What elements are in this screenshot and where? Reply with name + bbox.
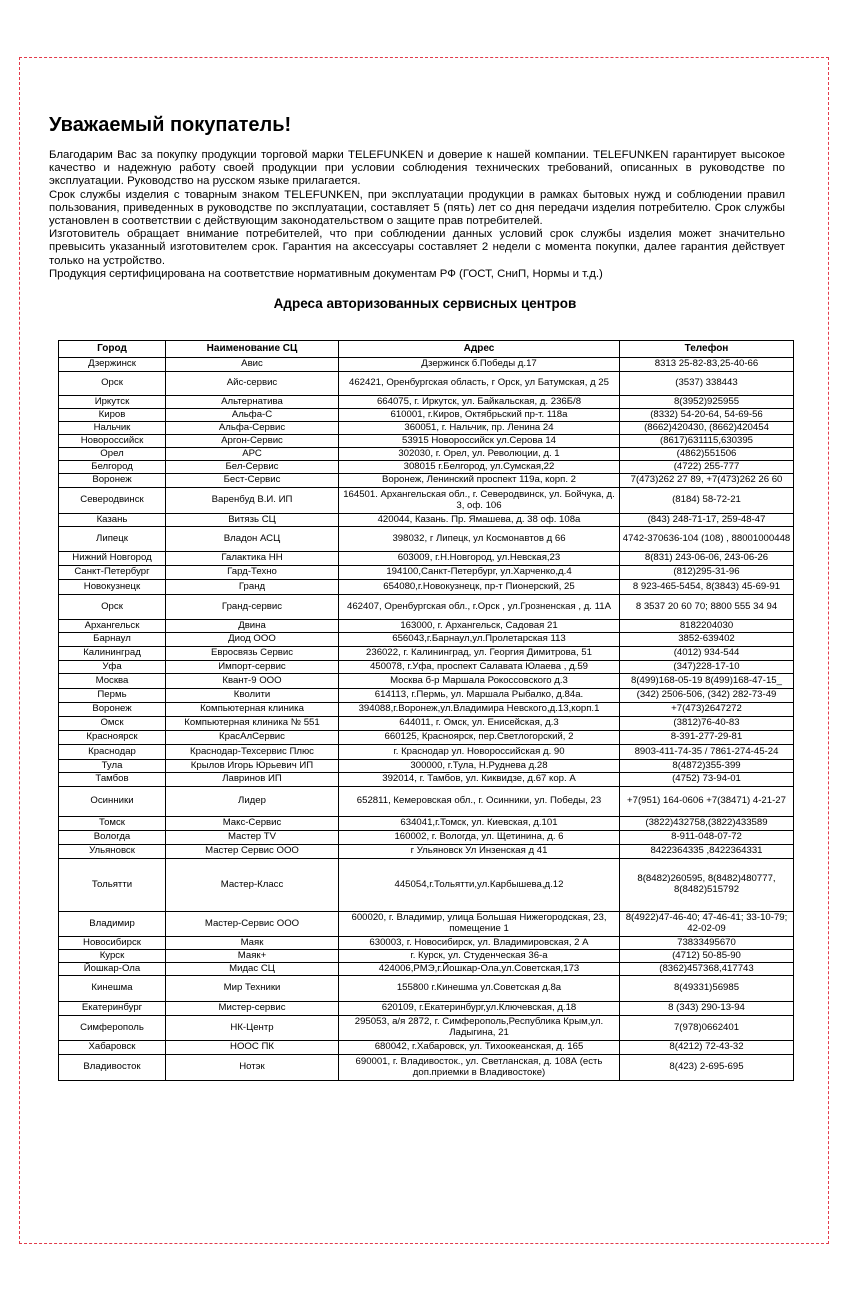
cell-city: Симферополь — [59, 1016, 166, 1041]
cell-service-name: Краснодар-Техсервис Плюс — [166, 745, 339, 760]
table-row — [59, 358, 794, 372]
table-row — [59, 409, 794, 422]
cell-city: Нальчик — [59, 422, 166, 435]
cell-phone: (8184) 58-72-21 — [620, 488, 794, 514]
cell-phone: 7(978)0662401 — [620, 1016, 794, 1041]
table-row — [59, 817, 794, 831]
table-row — [59, 731, 794, 745]
cell-city: Новосибирск — [59, 937, 166, 950]
table-row — [59, 674, 794, 689]
cell-phone: (843) 248-71-17, 259-48-47 — [620, 514, 794, 527]
cell-city: Тамбов — [59, 773, 166, 787]
cell-phone: (3822)432758,(3822)433589 — [620, 817, 794, 831]
cell-city: Тольятти — [59, 859, 166, 912]
cell-city: Новокузнецк — [59, 580, 166, 595]
cell-phone: 8(4872)355-399 — [620, 760, 794, 773]
cell-phone: 8-911-048-07-72 — [620, 831, 794, 845]
table-row — [59, 773, 794, 787]
cell-phone: 8(4212) 72-43-32 — [620, 1041, 794, 1055]
cell-city: Киров — [59, 409, 166, 422]
cell-phone: 4742-370636-104 (108) , 88001000448 — [620, 527, 794, 552]
cell-service-name: Маяк — [166, 937, 339, 950]
table-row — [59, 552, 794, 566]
cell-address: 656043,г.Барнаул,ул.Пролетарская 113 — [339, 633, 620, 647]
cell-address: 610001, г.Киров, Октябрьский пр-т. 118а — [339, 409, 620, 422]
cell-phone: 8 923-465-5454, 8(3843) 45-69-91 — [620, 580, 794, 595]
cell-phone: (4712) 50-85-90 — [620, 950, 794, 963]
cell-city: Орск — [59, 372, 166, 396]
cell-phone: (4752) 73-94-01 — [620, 773, 794, 787]
cell-phone: 8(499)168-05-19 8(499)168-47-15_ — [620, 674, 794, 689]
cell-address: 398032, г Липецк, ул Космонавтов д 66 — [339, 527, 620, 552]
cell-address: 164501. Архангельская обл., г. Северодвинск, ул. Бойчука, д. 3, оф. 106 — [339, 488, 620, 514]
cell-phone: 7(473)262 27 89, +7(473)262 26 60 — [620, 474, 794, 488]
cell-city: Йошкар-Ола — [59, 963, 166, 976]
cell-city: Владивосток — [59, 1055, 166, 1081]
cell-address: 654080,г.Новокузнецк, пр-т Пионерский, 25 — [339, 580, 620, 595]
cell-city: Северодвинск — [59, 488, 166, 514]
cell-phone: 8182204030 — [620, 620, 794, 633]
cell-city: Липецк — [59, 527, 166, 552]
cell-service-name: Владон АСЦ — [166, 527, 339, 552]
cell-address: 660125, Красноярск, пер.Светлогорский, 2 — [339, 731, 620, 745]
cell-address: 236022, г. Калининград, ул. Георгия Димитрова, 51 — [339, 647, 620, 661]
cell-city: Курск — [59, 950, 166, 963]
table-row — [59, 689, 794, 703]
cell-service-name: Мастер-Класс — [166, 859, 339, 912]
table-row — [59, 396, 794, 409]
table-row — [59, 717, 794, 731]
cell-service-name: Мастер Сервис ООО — [166, 845, 339, 859]
cell-city: Осинники — [59, 787, 166, 817]
cell-address: 652811, Кемеровская обл., г. Осинники, ул. Победы, 23 — [339, 787, 620, 817]
cell-address: 644011, г. Омск, ул. Енисейская, д.3 — [339, 717, 620, 731]
table-row — [59, 1041, 794, 1055]
cell-phone: (812)295-31-96 — [620, 566, 794, 580]
cell-address: 462407, Оренбургская обл., г.Орск , ул.Грозненская , д. 11А — [339, 595, 620, 620]
table-row — [59, 647, 794, 661]
cell-address: 603009, г.Н.Новгород, ул.Невская,23 — [339, 552, 620, 566]
intro-text — [49, 149, 785, 281]
cell-phone: 8-391-277-29-81 — [620, 731, 794, 745]
cell-service-name: АРС — [166, 448, 339, 461]
cell-address: 620109, г.Екатеринбург,ул.Ключевская, д.18 — [339, 1002, 620, 1016]
cell-address: 462421, Оренбургская область, г Орск, ул Батумская, д 25 — [339, 372, 620, 396]
cell-city: Воронеж — [59, 474, 166, 488]
cell-city: Иркутск — [59, 396, 166, 409]
cell-city: Воронеж — [59, 703, 166, 717]
cell-service-name: Авис — [166, 358, 339, 372]
table-row — [59, 937, 794, 950]
cell-phone: (3537) 338443 — [620, 372, 794, 396]
cell-service-name: Альфа-Сервис — [166, 422, 339, 435]
table-row — [59, 703, 794, 717]
cell-address: г Ульяновск Ул Инзенская д 41 — [339, 845, 620, 859]
cell-city: Екатеринбург — [59, 1002, 166, 1016]
cell-phone: (8662)420430, (8662)420454 — [620, 422, 794, 435]
header-phone: Телефон — [620, 341, 794, 358]
table-row — [59, 760, 794, 773]
cell-city: Орел — [59, 448, 166, 461]
cell-address: 300000, г.Тула, Н.Руднева д.28 — [339, 760, 620, 773]
cell-phone: (8332) 54-20-64, 54-69-56 — [620, 409, 794, 422]
cell-phone: 8(3952)925955 — [620, 396, 794, 409]
cell-address: 53915 Новороссийск ул.Серова 14 — [339, 435, 620, 448]
cell-service-name: Мастер-Сервис ООО — [166, 912, 339, 937]
table-row — [59, 912, 794, 937]
table-row — [59, 566, 794, 580]
table-row — [59, 527, 794, 552]
cell-address: 680042, г.Хабаровск, ул. Тихоокеанская, д. 165 — [339, 1041, 620, 1055]
cell-city: Уфа — [59, 661, 166, 674]
table-header-row — [59, 341, 794, 358]
cell-service-name: Бест-Сервис — [166, 474, 339, 488]
cell-city: Томск — [59, 817, 166, 831]
cell-city: Казань — [59, 514, 166, 527]
intro-paragraph-warranty: Изготовитель обращает внимание потребителей, что при соблюдении данных условий срок службы изделия может значительно превысить указанный изготовителем срок. Гарантия на аксессуары составляет 2 недели с момента покупки, далее гарантия действует только на устройство. — [49, 228, 785, 267]
table-row — [59, 514, 794, 527]
cell-city: Барнаул — [59, 633, 166, 647]
cell-service-name: Галактика НН — [166, 552, 339, 566]
table-row — [59, 845, 794, 859]
table-row — [59, 435, 794, 448]
table-row — [59, 787, 794, 817]
cell-service-name: Компьютерная клиника № 551 — [166, 717, 339, 731]
cell-address: 450078, г.Уфа, проспект Салавата Юлаева , д.59 — [339, 661, 620, 674]
cell-phone: (4012) 934-544 — [620, 647, 794, 661]
cell-service-name: НООС ПК — [166, 1041, 339, 1055]
cell-address: 360051, г. Нальчик, пр. Ленина 24 — [339, 422, 620, 435]
cell-address: 630003, г. Новосибирск, ул. Владимировская, 2 А — [339, 937, 620, 950]
table-row — [59, 661, 794, 674]
cell-address: Москва б-р Маршала Рокоссовского д.3 — [339, 674, 620, 689]
table-row — [59, 950, 794, 963]
cell-address: 664075, г. Иркутск, ул. Байкальская, д. 236Б/8 — [339, 396, 620, 409]
cell-service-name: Крылов Игорь Юрьевич ИП — [166, 760, 339, 773]
table-row — [59, 745, 794, 760]
cell-service-name: Маяк+ — [166, 950, 339, 963]
cell-address: Дзержинск б.Победы д.17 — [339, 358, 620, 372]
cell-city: Орск — [59, 595, 166, 620]
cell-city: Нижний Новгород — [59, 552, 166, 566]
cell-service-name: Импорт-сервис — [166, 661, 339, 674]
cell-service-name: Кволити — [166, 689, 339, 703]
cell-service-name: Диод ООО — [166, 633, 339, 647]
cell-address: 394088,г.Воронеж,ул.Владимира Невского,д.13,корп.1 — [339, 703, 620, 717]
intro-paragraph-certification: Продукция сертифицирована на соответствие нормативным документам РФ (ГОСТ, СниП, Нормы и т.д.) — [49, 267, 603, 280]
cell-address: 308015 г.Белгород, ул.Сумская,22 — [339, 461, 620, 474]
cell-address: 295053, а/я 2872, г. Симферополь,Республика Крым,ул. Ладыгина, 21 — [339, 1016, 620, 1041]
cell-service-name: Варенбуд В.И. ИП — [166, 488, 339, 514]
cell-phone: +7(951) 164-0606 +7(38471) 4-21-27 — [620, 787, 794, 817]
cell-city: Кинешма — [59, 976, 166, 1002]
table-row — [59, 976, 794, 1002]
header-address: Адрес — [339, 341, 620, 358]
cell-phone: (8617)631115,630395 — [620, 435, 794, 448]
cell-address: г. Курск, ул. Студенческая 36-а — [339, 950, 620, 963]
cell-city: Вологда — [59, 831, 166, 845]
cell-service-name: НК-Центр — [166, 1016, 339, 1041]
cell-city: Красноярск — [59, 731, 166, 745]
table-row — [59, 448, 794, 461]
cell-address: Воронеж, Ленинский проспект 119а, корп. 2 — [339, 474, 620, 488]
cell-service-name: Бел-Сервис — [166, 461, 339, 474]
header-city: Город — [59, 341, 166, 358]
cell-address: 163000, г. Архангельск, Садовая 21 — [339, 620, 620, 633]
cell-address: 392014, г. Тамбов, ул. Киквидзе, д.67 кор. А — [339, 773, 620, 787]
table-row — [59, 474, 794, 488]
table-row — [59, 831, 794, 845]
cell-phone: (8362)457368,417743 — [620, 963, 794, 976]
table-row — [59, 1055, 794, 1081]
cell-service-name: Макс-Сервис — [166, 817, 339, 831]
cell-phone: (3812)76-40-83 — [620, 717, 794, 731]
cell-address: 424006,РМЭ,г.Йошкар-Ола,ул.Советская,173 — [339, 963, 620, 976]
cell-city: Хабаровск — [59, 1041, 166, 1055]
cell-city: Краснодар — [59, 745, 166, 760]
cell-address: 160002, г. Вологда, ул. Щетинина, д. 6 — [339, 831, 620, 845]
table-row — [59, 422, 794, 435]
cell-phone: 8 3537 20 60 70; 8800 555 34 94 — [620, 595, 794, 620]
cell-address: 600020, г. Владимир, улица Большая Нижегородская, 23, помещение 1 — [339, 912, 620, 937]
table-row — [59, 1002, 794, 1016]
cell-phone: (347)228-17-10 — [620, 661, 794, 674]
cell-service-name: Лидер — [166, 787, 339, 817]
table-row — [59, 580, 794, 595]
cell-service-name: Айс-сервис — [166, 372, 339, 396]
cell-service-name: Евросвязь Сервис — [166, 647, 339, 661]
cell-address: 302030, г. Орел, ул. Революции, д. 1 — [339, 448, 620, 461]
cell-address: 420044, Казань. Пр. Ямашева, д. 38 оф. 108а — [339, 514, 620, 527]
cell-phone: 8(831) 243-06-06, 243-06-26 — [620, 552, 794, 566]
cell-address: 445054,г.Тольятти,ул.Карбышева,д.12 — [339, 859, 620, 912]
cell-phone: 8313 25-82-83,25-40-66 — [620, 358, 794, 372]
cell-service-name: Мистер-сервис — [166, 1002, 339, 1016]
service-centers-table — [58, 340, 794, 1081]
cell-service-name: Мидас СЦ — [166, 963, 339, 976]
cell-service-name: Лавринов ИП — [166, 773, 339, 787]
cell-service-name: Витязь СЦ — [166, 514, 339, 527]
cell-service-name: Мастер TV — [166, 831, 339, 845]
table-row — [59, 859, 794, 912]
table-row — [59, 372, 794, 396]
intro-paragraph-service-life: Срок службы изделия с товарным знаком TELEFUNKEN, при эксплуатации продукции в рамках бытовых нужд и соблюдении правил пользования, приведенных в руководстве по эксплуатации, составляет 5 (пять) лет со дня передачи изделия потребителю. Срок службы установлен в соответствии с действующим законодательством о защите прав потребителей. — [49, 188, 785, 228]
cell-address: 155800 г.Кинешма ул.Советская д.8а — [339, 976, 620, 1002]
cell-city: Белгород — [59, 461, 166, 474]
cell-phone: +7(473)2647272 — [620, 703, 794, 717]
cell-service-name: Альфа-С — [166, 409, 339, 422]
table-row — [59, 633, 794, 647]
cell-service-name: Мир Техники — [166, 976, 339, 1002]
intro-paragraph-thanks: Благодарим Вас за покупку продукции торговой марки TELEFUNKEN и доверие к нашей компании. TELEFUNKEN гарантирует высокое качество и надежную работу своей продукции при условии соблюдения технических требований, описанных в руководстве по эксплуатации. Руководство на русском языке прилагается. — [49, 149, 785, 188]
cell-city: Калининград — [59, 647, 166, 661]
page-title: Уважаемый покупатель! — [49, 114, 292, 136]
cell-service-name: Компьютерная клиника — [166, 703, 339, 717]
cell-city: Ульяновск — [59, 845, 166, 859]
cell-city: Омск — [59, 717, 166, 731]
cell-address: 634041,г.Томск, ул. Киевская, д.101 — [339, 817, 620, 831]
cell-address: 614113, г.Пермь, ул. Маршала Рыбалко, д.84а. — [339, 689, 620, 703]
table-row — [59, 461, 794, 474]
cell-service-name: Гард-Техно — [166, 566, 339, 580]
header-service-name: Наименование СЦ — [166, 341, 339, 358]
cell-address: 690001, г. Владивосток., ул. Светланская, д. 108А (есть доп.приемки в Владивостоке) — [339, 1055, 620, 1081]
cell-service-name: Альтернатива — [166, 396, 339, 409]
cell-address: г. Краснодар ул. Новороссийская д. 90 — [339, 745, 620, 760]
cell-city: Пермь — [59, 689, 166, 703]
cell-phone: 8 (343) 290-13-94 — [620, 1002, 794, 1016]
cell-service-name: Гранд-сервис — [166, 595, 339, 620]
cell-phone: 8903-411-74-35 / 7861-274-45-24 — [620, 745, 794, 760]
cell-city: Тула — [59, 760, 166, 773]
cell-phone: 8(4922)47-46-40; 47-46-41; 33-10-79; 42-02-09 — [620, 912, 794, 937]
cell-phone: 8(49331)56985 — [620, 976, 794, 1002]
cell-service-name: Двина — [166, 620, 339, 633]
cell-city: Санкт-Петербург — [59, 566, 166, 580]
cell-phone: 8(8482)260595, 8(8482)480777, 8(8482)515792 — [620, 859, 794, 912]
table-row — [59, 595, 794, 620]
cell-city: Москва — [59, 674, 166, 689]
cell-address: 194100,Санкт-Петербург, ул.Харченко,д.4 — [339, 566, 620, 580]
cell-city: Новороссийск — [59, 435, 166, 448]
cell-service-name: КрасАлСервис — [166, 731, 339, 745]
table-title: Адреса авторизованных сервисных центров — [273, 296, 577, 311]
table-row — [59, 1016, 794, 1041]
cell-service-name: Гранд — [166, 580, 339, 595]
cell-service-name: Нотэк — [166, 1055, 339, 1081]
cell-service-name: Квант-9 ООО — [166, 674, 339, 689]
cell-phone: (4862)551506 — [620, 448, 794, 461]
cell-phone: (342) 2506-506, (342) 282-73-49 — [620, 689, 794, 703]
cell-phone: 8422364335 ,8422364331 — [620, 845, 794, 859]
cell-service-name: Аргон-Сервис — [166, 435, 339, 448]
cell-phone: 73833495670 — [620, 937, 794, 950]
cell-phone: (4722) 255-777 — [620, 461, 794, 474]
cell-city: Владимир — [59, 912, 166, 937]
cell-phone: 3852-639402 — [620, 633, 794, 647]
cell-phone: 8(423) 2-695-695 — [620, 1055, 794, 1081]
cell-city: Дзержинск — [59, 358, 166, 372]
cell-city: Архангельск — [59, 620, 166, 633]
table-row — [59, 963, 794, 976]
table-row — [59, 488, 794, 514]
table-row — [59, 620, 794, 633]
